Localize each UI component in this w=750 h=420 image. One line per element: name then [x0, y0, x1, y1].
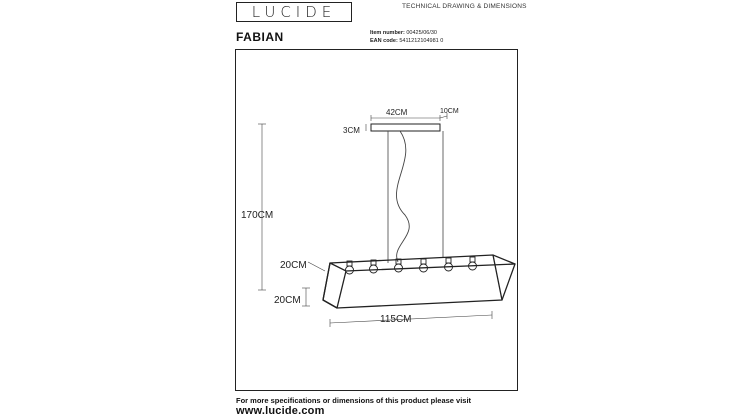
item-number: 00425/06/30 [406, 30, 437, 36]
canopy-width-label: 10CM [440, 108, 459, 115]
bulb [346, 261, 354, 274]
frame-height-label: 20CM [274, 295, 301, 306]
bulb [469, 257, 477, 270]
frame-depth-dim-line [308, 262, 325, 271]
bulb [445, 258, 453, 271]
power-cable [396, 131, 409, 262]
ean-code: 5411212104981 0 [399, 38, 444, 44]
bulb [395, 259, 403, 272]
document-type: TECHNICAL DRAWING & DIMENSIONS [402, 3, 527, 10]
frame-length-label: 115CM [380, 314, 412, 325]
footer-url-link[interactable]: www.lucide.com [236, 405, 325, 417]
frame-depth-label: 20CM [280, 260, 307, 271]
bulb [370, 260, 378, 273]
canopy-height-label: 3CM [343, 126, 360, 135]
ean-label: EAN code: [370, 38, 398, 44]
canopy-width-dim-line [440, 116, 447, 118]
total-height-label: 170CM [241, 210, 274, 221]
footer-note: For more specifications or dimensions of this product please visit [236, 396, 472, 405]
brand-logo-text: LUCIDE [251, 3, 337, 21]
bulb [420, 259, 428, 272]
item-number-label: Item number: [370, 30, 405, 36]
product-name: FABIAN [236, 30, 284, 44]
canopy [371, 124, 440, 131]
canopy-length-label: 42CM [386, 108, 408, 117]
